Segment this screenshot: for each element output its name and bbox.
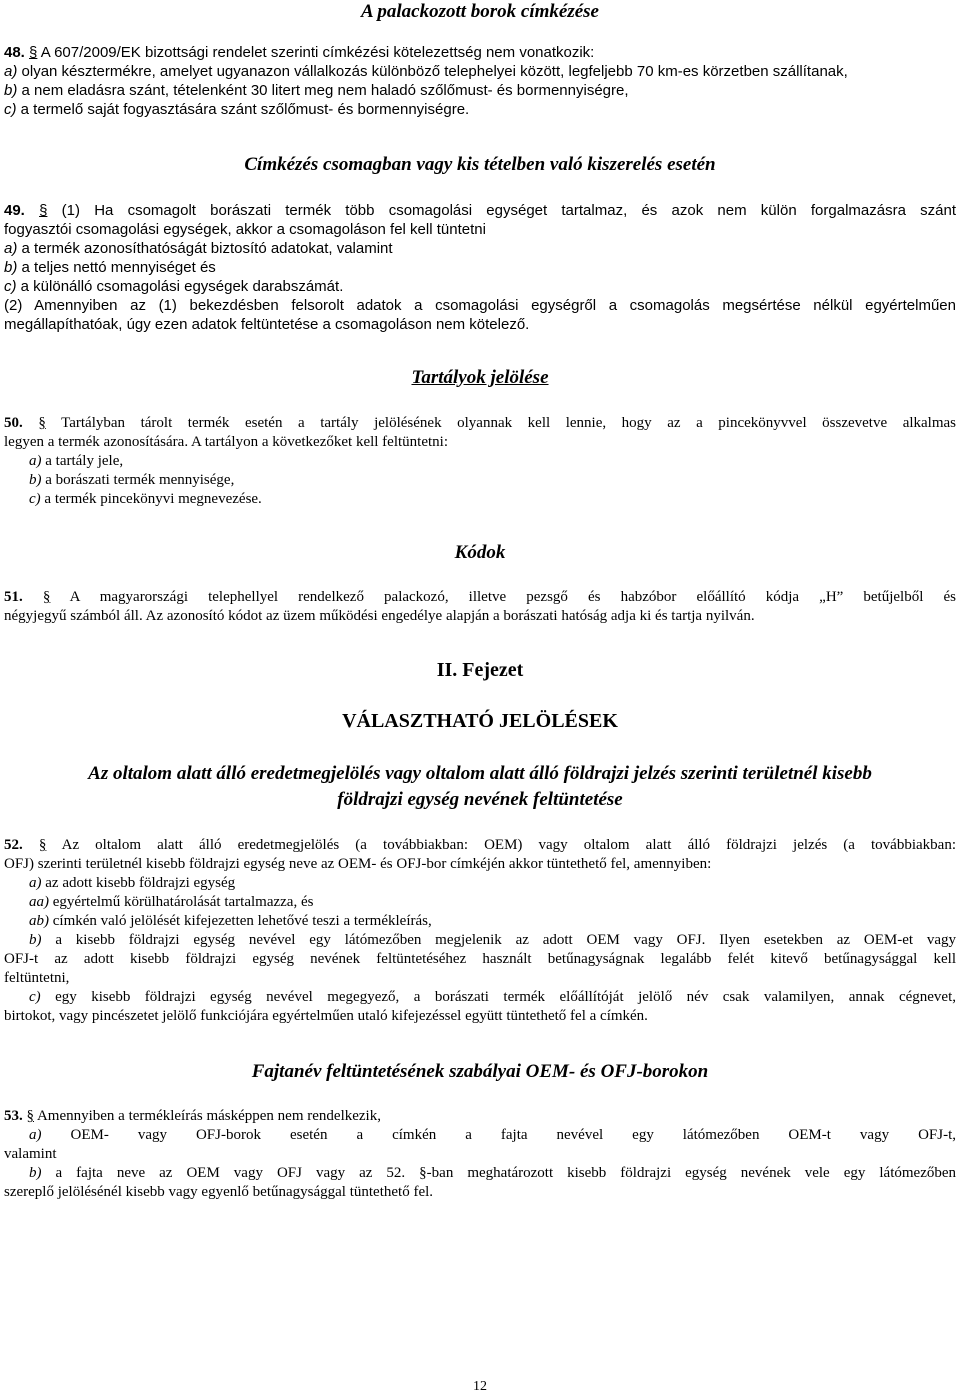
list-item-52b (29, 931, 956, 950)
page-number: 12 (473, 1379, 487, 1394)
list-item-52aa (29, 893, 313, 912)
item-label: aa) (29, 894, 49, 910)
paragraph-text-line: megállapíthatóak, úgy ezen adatok feltüntetése a csomagoláson nem kötelező. (4, 316, 530, 333)
list-item-50b (29, 471, 234, 490)
section-title: A palackozott borok címkézése (360, 1, 599, 22)
paragraph-53 (4, 1107, 381, 1126)
item-label: c) (29, 989, 41, 1005)
paragraph-number: 50. (4, 415, 23, 431)
item-label: c) (4, 101, 17, 118)
paragraph-50 (4, 414, 956, 433)
paragraph-text-line: szereplő jelölésénél kisebb vagy egyenlő betűnagysággal tüntethető fel. (4, 1184, 434, 1200)
item-label: c) (29, 491, 41, 507)
paragraph-text: (1) Ha csomagolt borászati termék több csomagolási egységet tartalmaz, és azok nem külön forgalmazásra szánt (61, 202, 956, 219)
chapter-title: VÁLASZTHATÓ JELÖLÉSEK (342, 710, 618, 732)
list-item-50c (29, 490, 262, 509)
section-heading-line2: földrajzi egység nevének feltüntetése (337, 789, 623, 810)
section-heading: Kódok (454, 542, 506, 563)
list-item-48a (4, 62, 848, 81)
item-text: címkén való jelölését kifejezetten lehetővé teszi a termékleírás, (52, 913, 432, 929)
item-text: olyan késztermékre, amelyet ugyanazon vállalkozás különböző telephelyei között, legfeljebb 70 km-es körzetben szállítanak, (21, 63, 848, 80)
list-item-53b (29, 1164, 956, 1183)
item-label: b) (29, 1165, 42, 1181)
item-label: b) (29, 472, 42, 488)
item-label: a) (4, 240, 18, 257)
list-item-52a (29, 874, 235, 893)
list-item-49c (4, 277, 343, 296)
paragraph-text: Tartályban tárolt termék esetén a tartály jelölésének olyannak kell lennie, hogy az a pincekönyvvel összevetve alkalmas (61, 415, 957, 431)
list-item-49b (4, 258, 216, 277)
section-symbol: § (38, 837, 47, 853)
paragraph-text-line: valamint (4, 1146, 57, 1162)
item-text: a termelő saját fogyasztására szánt szőlőmust- és bormennyiségre. (20, 101, 470, 118)
section-symbol: § (39, 202, 48, 219)
list-item-49a (4, 239, 393, 258)
paragraph-number: 49. (4, 202, 25, 219)
list-item-53a (29, 1126, 956, 1145)
heading-text: Tartályok jelölése (411, 367, 549, 388)
section-symbol: § (29, 44, 38, 61)
item-label: a) (29, 453, 42, 469)
paragraph-number: 52. (4, 837, 23, 853)
paragraph-text: Az oltalom alatt álló eredetmegjelölés (a továbbiakban: OEM) vagy oltalom alatt álló földrajzi jelzés (a továbbiakban: (61, 837, 956, 853)
paragraph-text: A 607/2009/EK bizottsági rendelet szerinti címkézési kötelezettség nem vonatkozik: (40, 44, 595, 61)
paragraph-text-line: OFJ) szerinti területnél kisebb földrajzi egység neve az OEM- és OFJ-bor címkéjén akkor tüntethető fel, amennyiben: (4, 856, 712, 872)
item-label: a) (29, 1127, 42, 1143)
list-item-48c (4, 100, 469, 119)
paragraph-text-line: feltüntetni, (4, 970, 70, 986)
item-text: a fajta neve az OEM vagy OFJ vagy az 52. §-ban meghatározott kisebb földrajzi egység nevének vele egy látómezőben (55, 1165, 957, 1181)
list-item-52c (29, 988, 956, 1007)
paragraph-text-line: birtokot, vagy pincészetet jelölő funkciójára egyértelműen utaló kifejezéssel együtt tüntethető fel a címkén. (4, 1008, 648, 1024)
list-item-52ab (29, 912, 432, 931)
item-text: egy kisebb földrajzi egység nevével megegyező, a borászati termék előállítóját jelölő név csak valamilyen, annak cégnevet, (55, 989, 957, 1005)
item-label: a) (4, 63, 18, 80)
item-text: OEM- vagy OFJ-borok esetén a címkén a fajta nevével egy látómezőben OEM-t vagy OFJ-t, (70, 1127, 956, 1143)
section-symbol: § (38, 415, 46, 431)
item-label: b) (29, 932, 42, 948)
paragraph-text-line: négyjegyű számból áll. Az azonosító kódot az üzem működési engedélye alapján a borászati hatóság adja ki és tartja nyilván. (4, 608, 755, 624)
paragraph-number: 53. (4, 1108, 23, 1124)
item-text: a teljes nettó mennyiséget és (21, 259, 216, 276)
chapter-heading: II. Fejezet (436, 659, 524, 681)
item-label: a) (29, 875, 42, 891)
paragraph-49 (4, 201, 956, 220)
paragraph-text: A magyarországi telephellyel rendelkező palackozó, illetve pezsgő és habzóbor előállító kódja „H” betűjelből és (69, 589, 956, 605)
item-text: az adott kisebb földrajzi egység (45, 875, 236, 891)
paragraph-number: 48. (4, 44, 25, 61)
item-text: a nem eladásra szánt, tételenként 30 litert meg nem haladó szőlőmust- és bormennyiségre, (21, 82, 629, 99)
item-label: ab) (29, 913, 49, 929)
paragraph-text-line: OFJ-t az adott kisebb földrajzi egység nevének feltüntetéséhez használt betűnagyságnak legalább felét kitevő betűnagysággal kell (4, 951, 956, 967)
paragraph-52 (4, 836, 956, 855)
section-heading (4, 366, 956, 390)
section-heading: Az oltalom alatt álló eredetmegjelölés vagy oltalom alatt álló földrajzi jelzés szerinti területnél kisebb (88, 763, 872, 784)
item-text: a tartály jele, (45, 453, 124, 469)
item-label: b) (4, 259, 18, 276)
item-text: a borászati termék mennyisége, (45, 472, 235, 488)
section-heading: Fajtanév feltüntetésének szabályai OEM- és OFJ-borokon (251, 1061, 709, 1082)
list-item-48b (4, 81, 629, 100)
paragraph-number: 51. (4, 589, 23, 605)
list-item-50a (29, 452, 123, 471)
item-text: egyértelmű körülhatárolását tartalmazza, és (52, 894, 314, 910)
item-label: b) (4, 82, 18, 99)
paragraph-51 (4, 588, 956, 607)
paragraph-text-line: fogyasztói csomagolási egységek, akkor a csomagoláson fel kell tüntetni (4, 221, 486, 238)
section-heading: Címkézés csomagban vagy kis tételben való kiszerelés esetén (244, 154, 716, 175)
paragraph-48 (4, 43, 594, 62)
section-symbol: § (42, 589, 51, 605)
item-text: a kisebb földrajzi egység nevével egy látómezőben megjelenik az adott OEM vagy OFJ. Ilyen esetekben az OEM-et vagy (55, 932, 957, 948)
paragraph-text: Amennyiben a termékleírás másképpen nem rendelkezik, (36, 1108, 381, 1124)
item-text: a termék azonosíthatóságát biztosító adatokat, valamint (21, 240, 393, 257)
item-text: a termék pincekönyvi megnevezése. (44, 491, 262, 507)
paragraph-text-line: (2) Amennyiben az (1) bekezdésben felsorolt adatok a csomagolási egységről a csomagolás megsértése nélkül egyértelműen (4, 297, 956, 314)
paragraph-text-line: legyen a termék azonosítására. A tartályon a következőket kell feltüntetni: (4, 434, 449, 450)
item-text: a különálló csomagolási egységek darabszámát. (20, 278, 344, 295)
item-label: c) (4, 278, 17, 295)
section-symbol: § (26, 1108, 34, 1124)
